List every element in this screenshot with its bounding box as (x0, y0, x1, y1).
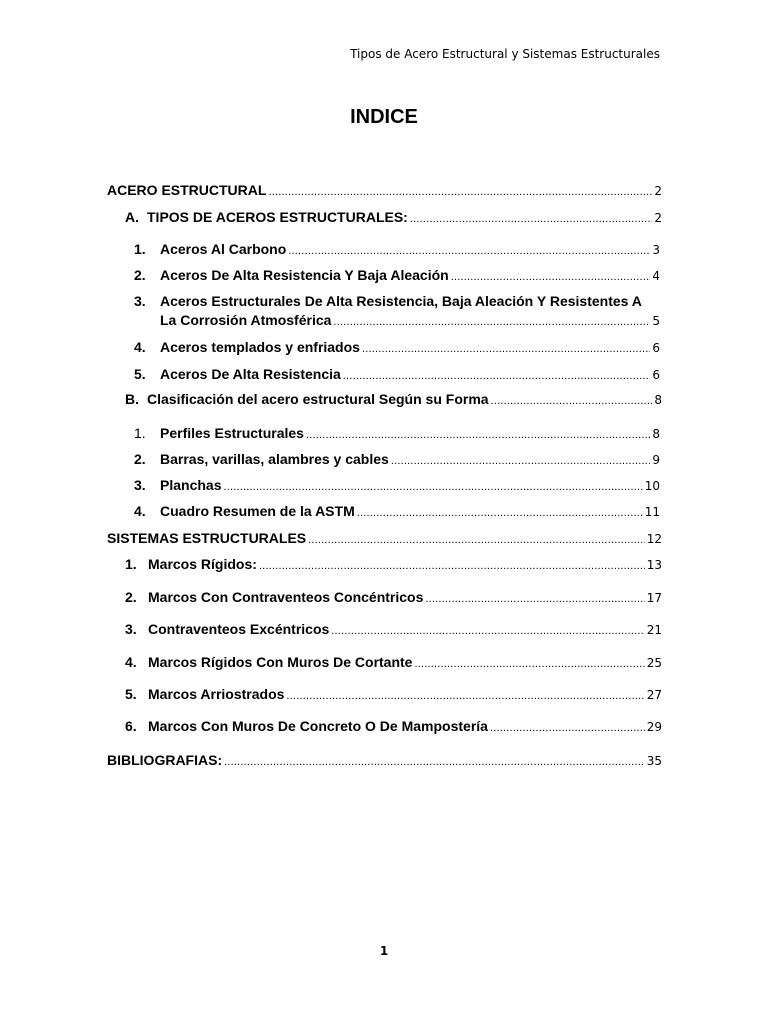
toc-entry-acero-estructural[interactable] (107, 181, 662, 201)
toc-entry-text: Marcos Con Muros De Concreto O De Mampostería (148, 718, 488, 734)
toc-leader-dots (343, 367, 651, 385)
toc-entry-resistentes-corrosion-line1[interactable] (134, 292, 642, 310)
toc-page-number: 17 (646, 591, 662, 605)
toc-page-number: 11 (644, 505, 660, 519)
toc-entry-number: 5. (134, 366, 146, 382)
toc-entry-perfiles-estructurales[interactable] (134, 424, 660, 444)
toc-entry-planchas[interactable] (134, 476, 660, 496)
toc-entry-text: Marcos Arriostrados (148, 686, 285, 702)
toc-page-number: 25 (646, 656, 662, 670)
toc-page-number: 3 (652, 243, 660, 257)
toc-entry-number: 3. (134, 477, 146, 493)
toc-entry-text: Clasificación del acero estructural Según su Forma (147, 391, 489, 407)
toc-entry-templados-enfriados[interactable] (134, 338, 660, 358)
toc-leader-dots (490, 719, 645, 737)
toc-entry-text: Cuadro Resumen de la ASTM (160, 503, 355, 519)
toc-leader-dots (362, 340, 650, 358)
toc-page-number: 8 (652, 427, 660, 441)
toc-page-number: 10 (644, 479, 660, 493)
toc-entry-number: 2. (134, 267, 146, 283)
toc-page-number: 27 (646, 688, 662, 702)
toc-entry-number: A. (125, 209, 139, 225)
toc-entry-contraventeos-excentricos[interactable] (125, 620, 662, 640)
toc-entry-number: 5. (125, 686, 137, 702)
toc-page-number: 9 (652, 453, 660, 467)
toc-entry-text: Marcos Rígidos Con Muros De Cortante (148, 654, 413, 670)
toc-leader-dots (491, 392, 653, 410)
page-title: INDICE (350, 106, 418, 128)
toc-page-number: 6 (652, 341, 660, 355)
toc-leader-dots (286, 687, 644, 705)
toc-leader-dots (288, 242, 650, 260)
toc-entry-text: Marcos Con Contraventeos Concéntricos (148, 589, 424, 605)
toc-entry-text: TIPOS DE ACEROS ESTRUCTURALES: (147, 209, 408, 225)
toc-page-number: 8 (654, 393, 662, 407)
toc-entry-number: 2. (125, 589, 137, 605)
toc-page-number: 6 (652, 368, 660, 382)
toc-page-number: 12 (646, 532, 662, 546)
toc-entry-number: 6. (125, 718, 137, 734)
toc-entry-number: 2. (134, 451, 146, 467)
toc-entry-sistemas-estructurales[interactable] (107, 529, 662, 549)
toc-entry-number: B. (125, 391, 139, 407)
toc-entry-number: 3. (125, 621, 137, 637)
toc-leader-dots (451, 268, 651, 286)
toc-page-number: 29 (646, 720, 662, 734)
toc-page-number: 2 (654, 184, 662, 198)
toc-entry-number: 1. (134, 425, 146, 441)
toc-entry-contraventeos-concentricos[interactable] (125, 588, 662, 608)
toc-entry-text: Perfiles Estructurales (160, 425, 304, 441)
toc-entry-marcos-arriostrados[interactable] (125, 685, 662, 705)
toc-page-number: 2 (654, 211, 662, 225)
toc-entry-marcos-rigidos[interactable] (125, 555, 662, 575)
toc-leader-dots (357, 504, 643, 522)
toc-page-number: 35 (646, 754, 662, 768)
toc-entry-text: ACERO ESTRUCTURAL (107, 182, 267, 198)
toc-leader-dots (308, 531, 645, 549)
toc-entry-text: Aceros templados y enfriados (160, 339, 360, 355)
toc-entry-text: Barras, varillas, alambres y cables (160, 451, 389, 467)
toc-leader-dots (333, 313, 650, 331)
toc-entry-text: SISTEMAS ESTRUCTURALES (107, 530, 307, 546)
toc-leader-dots (223, 478, 642, 496)
toc-leader-dots (259, 557, 645, 575)
toc-entry-number: 3. (134, 293, 146, 309)
toc-leader-dots (425, 590, 644, 608)
toc-entry-text: Contraventeos Excéntricos (148, 621, 330, 637)
toc-leader-dots (414, 655, 644, 673)
toc-entry-text: Aceros De Alta Resistencia Y Baja Aleación (160, 267, 449, 283)
toc-entry-text: Planchas (160, 477, 222, 493)
page-number-footer: 1 (379, 944, 389, 958)
toc-entry-text: Aceros Estructurales De Alta Resistencia, Baja Aleación Y Resistentes A (160, 293, 642, 309)
toc-entry-alta-resistencia[interactable] (134, 365, 660, 385)
toc-leader-dots (331, 622, 644, 640)
toc-entry-text: Marcos Rígidos: (148, 556, 257, 572)
toc-entry-tipos-aceros[interactable] (125, 208, 662, 228)
toc-entry-muros-de-cortante[interactable] (125, 653, 662, 673)
toc-page-number: 13 (646, 558, 662, 572)
toc-page-number: 4 (652, 269, 660, 283)
toc-entry-resistentes-corrosion[interactable] (160, 311, 660, 331)
toc-entry-number: 4. (134, 503, 146, 519)
toc-entry-bibliografias[interactable] (107, 751, 662, 771)
toc-leader-dots (268, 183, 652, 201)
toc-entry-barras-varillas[interactable] (134, 450, 660, 470)
toc-leader-dots (410, 210, 653, 228)
toc-leader-dots (306, 426, 650, 444)
toc-leader-dots (391, 452, 651, 470)
toc-entry-alta-resistencia-baja-aleacion[interactable] (134, 266, 660, 286)
toc-entry-number: 4. (134, 339, 146, 355)
toc-entry-number: 4. (125, 654, 137, 670)
toc-leader-dots (224, 753, 645, 771)
toc-entry-number: 1. (125, 556, 137, 572)
toc-entry-cuadro-resumen-astm[interactable] (134, 502, 660, 522)
toc-entry-text: Aceros Al Carbono (160, 241, 287, 257)
toc-page-number: 21 (646, 623, 662, 637)
running-header: Tipos de Acero Estructural y Sistemas Estructurales (350, 47, 660, 61)
toc-entry-text-continued: La Corrosión Atmosférica (160, 312, 332, 328)
toc-page-number: 5 (652, 314, 660, 328)
toc-entry-number: 1. (134, 241, 146, 257)
toc-entry-aceros-al-carbono[interactable] (134, 240, 660, 260)
toc-entry-clasificacion-forma[interactable] (125, 390, 662, 410)
toc-entry-muros-concreto-mamposteria[interactable] (125, 717, 662, 737)
toc-entry-text: Aceros De Alta Resistencia (160, 366, 341, 382)
toc-entry-text: BIBLIOGRAFIAS: (107, 752, 223, 768)
